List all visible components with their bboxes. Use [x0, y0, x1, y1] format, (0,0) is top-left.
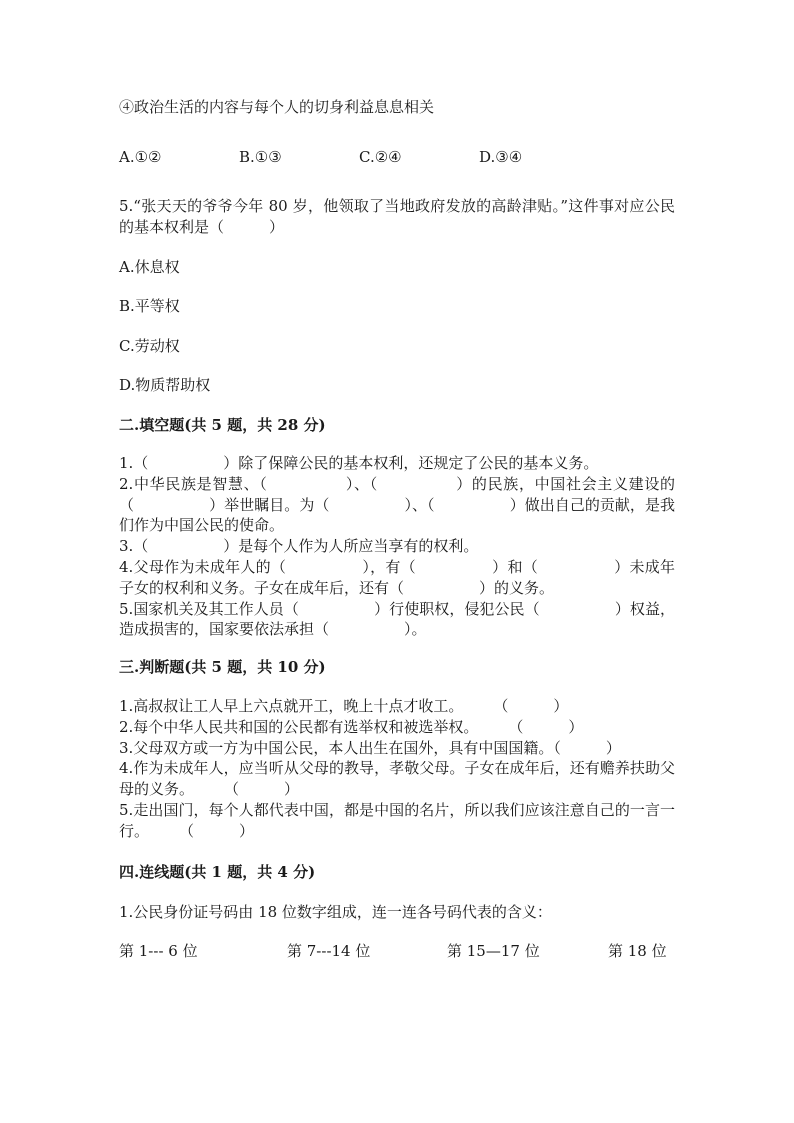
- q4-options: [119, 147, 679, 167]
- judge-item-1: 1.高叔叔让工人早上六点就开工，晚上十点才收工。 （ ）: [119, 697, 569, 715]
- q4-option-b: B.①③: [239, 148, 282, 166]
- digit-group-4: 第 18 位: [608, 942, 667, 960]
- q5-option-a: A.休息权: [119, 258, 180, 276]
- q5-stem: 5.“张天天的爷爷今年 80 岁，他领取了当地政府发放的高龄津贴。”这件事对应公民的基本权利是（ ）: [119, 197, 675, 236]
- fill-item-4: 4.父母作为未成年人的（ ），有（ ）和（ ）未成年子女的权利和义务。子女在成年后，还有（ ）的义务。: [119, 557, 675, 597]
- judge-item-3: 3.父母双方或一方为中国公民，本人出生在国外，具有中国国籍。（ ）: [119, 738, 621, 757]
- q4-statement-4: ④政治生活的内容与每个人的切身利益息息相关: [119, 98, 435, 116]
- fill-item-3: 3.（ ）是每个人作为人所应当享有的权利。: [119, 537, 479, 556]
- judge-item-2: 2.每个中华人民共和国的公民都有选举权和被选举权。 （ ）: [119, 717, 584, 736]
- q5-option-d: D.物质帮助权: [119, 376, 211, 394]
- section3-heading: 三.判断题(共 5 题，共 10 分): [119, 658, 326, 676]
- q4-option-c: C.②④: [359, 148, 402, 166]
- section3-items: [119, 696, 675, 842]
- fill-item-1: 1.（ ）除了保障公民的基本权利，还规定了公民的基本义务。: [119, 454, 599, 472]
- q4-option-a: A.①②: [119, 148, 162, 166]
- section2-heading: 二.填空题(共 5 题，共 28 分): [119, 416, 326, 434]
- digit-group-1: 第 1--- 6 位: [119, 942, 198, 960]
- section4-heading: 四.连线题(共 1 题，共 4 分): [119, 863, 316, 881]
- q5-option-c: C.劳动权: [119, 337, 180, 355]
- digit-group-2: 第 7---14 位: [287, 942, 371, 960]
- digit-group-3: 第 15—17 位: [447, 942, 540, 960]
- fill-item-2: 2.中华民族是智慧、（ ）、（ ）的民族，中国社会主义建设的（ ）举世瞩目。为（ ）、（ ）做出自己的贡献，是我们作为中国公民的使命。: [119, 474, 675, 535]
- judge-item-4: 4.作为未成年人，应当听从父母的教导，孝敬父母。子女在成年后，还有赡养扶助父母的义务。 （ ）: [119, 759, 675, 799]
- judge-item-5: 5.走出国门，每个人都代表中国，都是中国的名片，所以我们应该注意自己的一言一行。 （ ）: [119, 800, 675, 840]
- q4-option-d: D.③④: [479, 148, 523, 166]
- id-digit-groups: [119, 941, 679, 961]
- q5-option-b: B.平等权: [119, 297, 180, 315]
- match-question: 1.公民身份证号码由 18 位数字组成，连一连各号码代表的含义：: [119, 903, 552, 921]
- section2-items: [119, 453, 675, 640]
- fill-item-5: 5.国家机关及其工作人员（ ）行使职权，侵犯公民（ ）权益，造成损害的，国家要依法承担（ ）。: [119, 599, 675, 639]
